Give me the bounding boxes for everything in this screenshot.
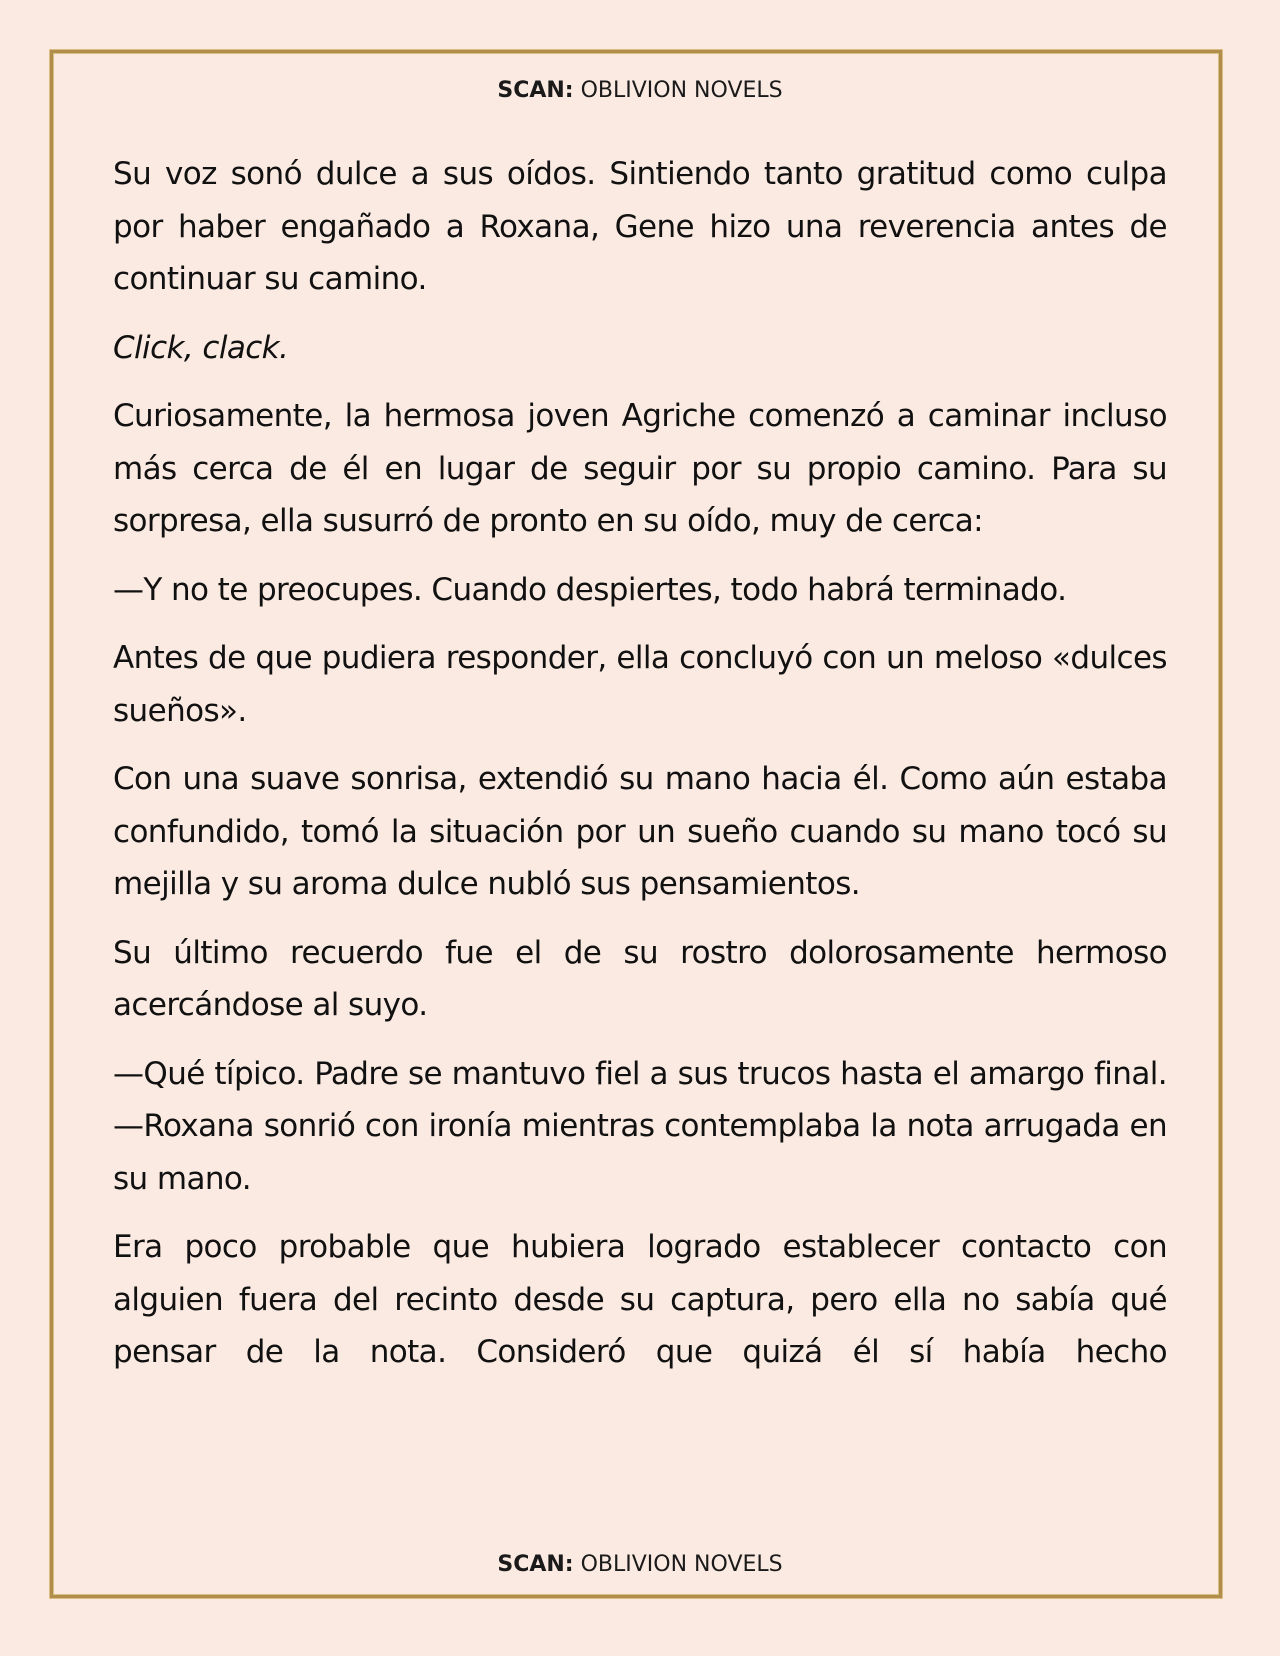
paragraph-continued: Era poco probable que hubiera logrado establecer contacto con alguien fuera del recinto desde su captura, pero ella no sabía qué pensar de la nota. Consideró que quizá él sí había hecho: [113, 1229, 1167, 1370]
footer-source: OBLIVION NOVELS: [580, 1552, 783, 1577]
paragraph-sound-effect: Click, clack.: [113, 329, 289, 366]
chapter-body: [113, 148, 1167, 1395]
paragraph: Con una suave sonrisa, extendió su mano hacia él. Como aún estaba confundido, tomó la situación por un sueño cuando su mano tocó su mejilla y su aroma dulce nubló sus pensamientos.: [113, 761, 1167, 902]
paragraph: Su último recuerdo fue el de su rostro dolorosamente hermoso acercándose al suyo.: [113, 934, 1167, 1023]
paragraph: Su voz sonó dulce a sus oídos. Sintiendo tanto gratitud como culpa por haber engañado a Roxana, Gene hizo una reverencia antes de continuar su camino.: [113, 156, 1167, 297]
header-source: OBLIVION NOVELS: [580, 78, 783, 103]
page-footer: [0, 1552, 1280, 1577]
page-header: [0, 78, 1280, 103]
footer-scan-label: SCAN:: [497, 1552, 574, 1577]
paragraph-dialogue: —Qué típico. Padre se mantuvo fiel a sus trucos hasta el amargo final. —Roxana sonrió con ironía mientras contemplaba la nota arrugada en su mano.: [113, 1055, 1167, 1197]
header-scan-label: SCAN:: [497, 78, 574, 103]
paragraph-dialogue: —Y no te preocupes. Cuando despiertes, todo habrá terminado.: [113, 571, 1067, 608]
paragraph: Antes de que pudiera responder, ella concluyó con un meloso «dulces sueños».: [113, 640, 1167, 729]
paragraph: Curiosamente, la hermosa joven Agriche comenzó a caminar incluso más cerca de él en lugar de seguir por su propio camino. Para su sorpresa, ella susurró de pronto en su oído, muy de cerca:: [113, 398, 1167, 539]
